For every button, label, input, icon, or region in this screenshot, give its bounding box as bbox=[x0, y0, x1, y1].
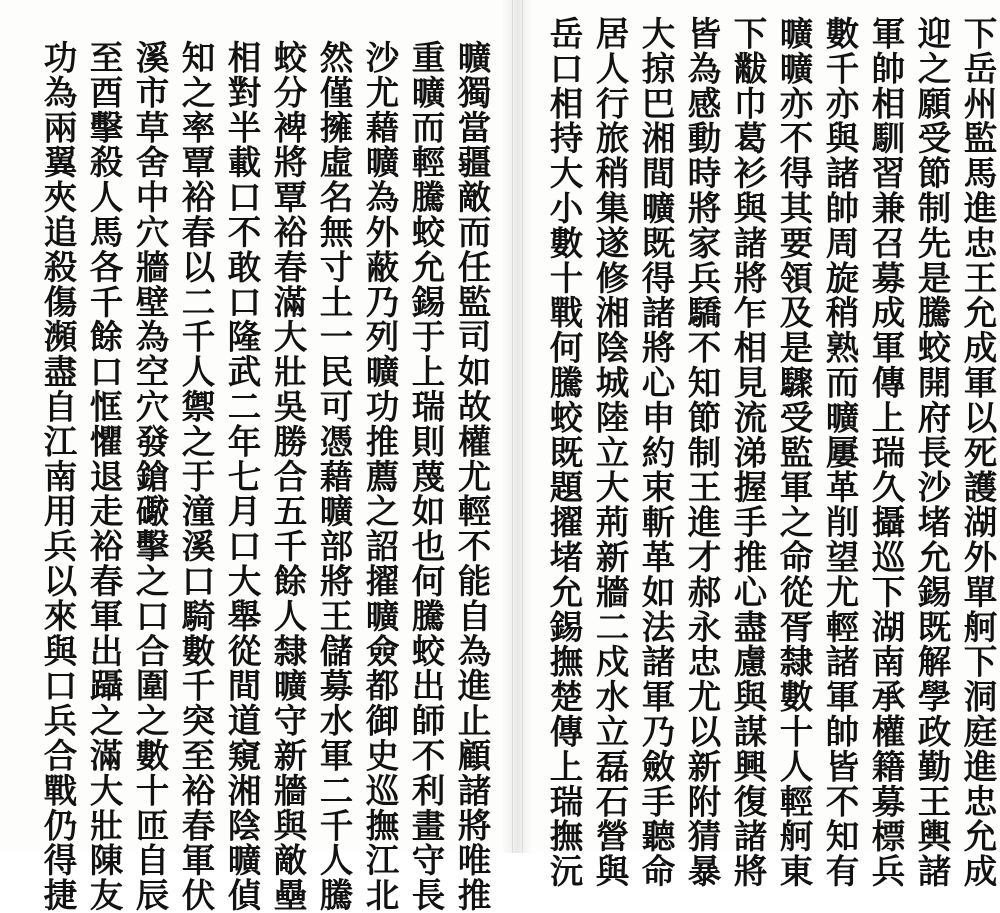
text-column: 大掠巴湘間曠既得諸將心申約束斬革如法諸軍乃斂手聽命 bbox=[636, 16, 675, 889]
text-column: 皆為感動時將家兵驕不知節制王進才郝永忠尤以新附猜暴 bbox=[682, 16, 721, 889]
text-column: 至酉擊殺人馬各千餘口恇懼退走裕春軍出躡之滿大壯陳友 bbox=[84, 40, 123, 913]
text-column: 功為兩翼夾追殺傷瀕盡自江南用兵以來與口兵合戰仍得捷 bbox=[38, 40, 77, 913]
text-column: 軍帥相馴習兼召募成軍傳上瑞久攝巡下湖南承權籍募標兵 bbox=[866, 16, 905, 889]
text-column: 重曠而輕騰蛟允錫于上瑞則蔑如也何騰蛟出師不利畫守長 bbox=[406, 40, 445, 913]
text-column: 居人行旅稍集遂修湘陰城陸立大荊新牆二戍水立磊石營與 bbox=[590, 16, 629, 889]
text-column: 蛟分裨將覃裕春滿大壯吳勝合五千餘人隸曠守新牆與敵壘 bbox=[268, 40, 307, 913]
text-column: 沙尤藉曠為外蔽乃列曠功推薦之詔擢曠僉都御史巡撫江北 bbox=[360, 40, 399, 913]
book-gutter bbox=[500, 0, 535, 853]
text-column: 然僅擁虛名無寸土一民可憑藉曠部將王儲募水軍二千人騰 bbox=[314, 40, 353, 913]
text-column: 下岳州監馬進忠王允成軍以死護湖外單舸下洞庭進忠允成 bbox=[958, 16, 997, 889]
text-column: 曠獨當疆敵而任監司如故權尤輕不能自為進止顧諸將唯推 bbox=[452, 40, 491, 913]
text-column: 溪市草舍中穴牆壁為空穴發鎗礮擊之口合圍之數十匝自辰 bbox=[130, 40, 169, 913]
text-column: 曠曠亦不得其要領及是驟受監軍之命從胥隸數十人輕舸東 bbox=[774, 16, 813, 889]
text-column: 迎之願受節制先是騰蛟開府長沙堵允錫既解學政勤王輿諸 bbox=[912, 16, 951, 889]
right-page bbox=[535, 0, 1000, 889]
text-column: 岳口相持大小數十戰何騰蛟既題擢堵允錫撫楚傳上瑞撫沅 bbox=[544, 16, 583, 889]
text-column: 知之率覃裕春以二千人禦之于潼溪口騎數千突至裕春軍伏 bbox=[176, 40, 215, 913]
text-column: 數千亦與諸帥周旋稍熟而曠屢革削望尤輕諸軍帥皆不知有 bbox=[820, 16, 859, 889]
text-column: 相對半載口不敢口隆武二年七月口大舉從間道窺湘陰曠偵 bbox=[222, 40, 261, 913]
text-column: 下黻巾葛衫與諸將乍相見流涕握手推心盡慮與謀興復諸將 bbox=[728, 16, 767, 889]
